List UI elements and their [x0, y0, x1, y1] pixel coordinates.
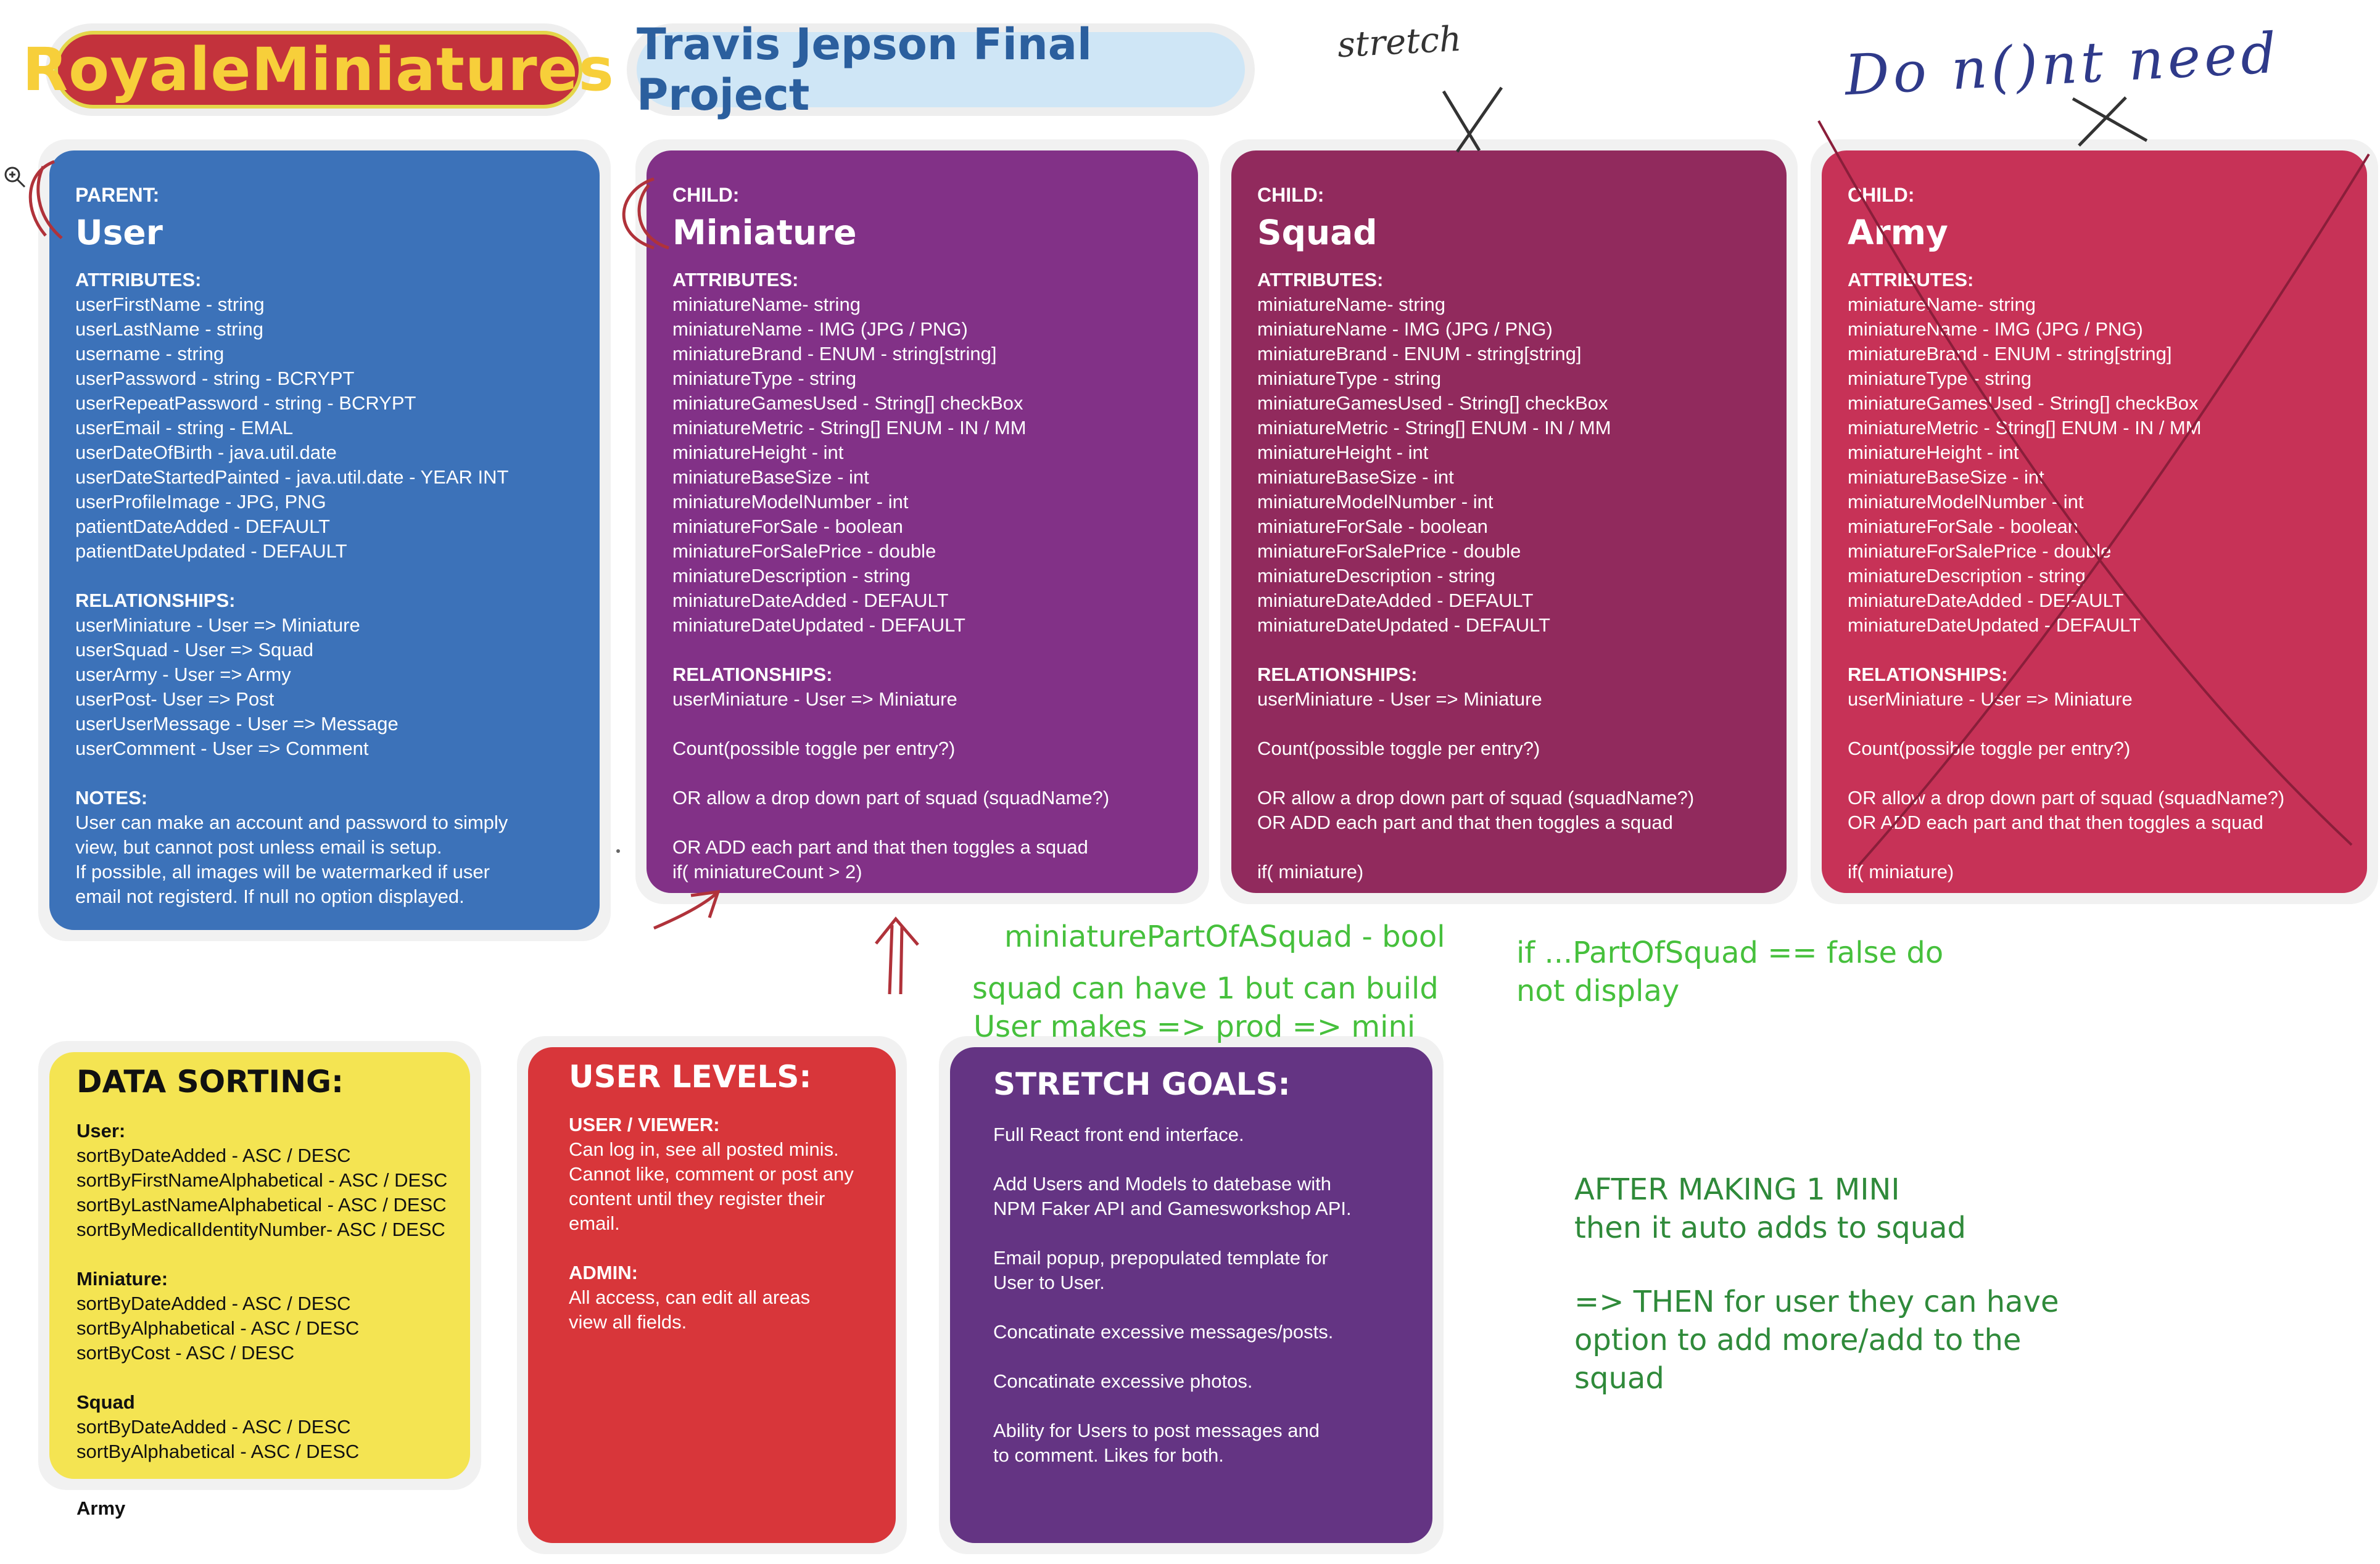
attribute-item: miniatureHeight - int [672, 442, 844, 463]
attributes-header: ATTRIBUTES: [672, 269, 799, 290]
attribute-item: miniatureModelNumber - int [1257, 491, 1494, 512]
miniature-card [647, 150, 1198, 893]
attribute-item: miniatureDescription - string [1257, 565, 1495, 586]
relationships-header: RELATIONSHIPS: [672, 664, 833, 685]
condition-note: if( miniatureCount > 2) [672, 861, 862, 883]
condition-note: if( miniature) [1848, 861, 1954, 883]
user-levels-title: USER LEVELS: [569, 1059, 812, 1095]
attribute-item: miniatureType - string [1257, 368, 1442, 389]
note-line: If possible, all images will be watermarked if user [75, 861, 490, 883]
attribute-item: miniatureBaseSize - int [1257, 466, 1454, 488]
relationship-item: userMiniature - User => Miniature [75, 614, 360, 636]
dropdown-option-note: OR allow a drop down part of squad (squadName?) [1848, 787, 2285, 809]
goal-line: Concatinate excessive photos. [993, 1370, 1253, 1392]
attributes-header: ATTRIBUTES: [75, 269, 202, 290]
attribute-item: miniatureForSalePrice - double [1848, 540, 2112, 562]
attribute-item: miniatureGamesUsed - String[] checkBox [672, 392, 1023, 414]
card-kind: CHILD: [1848, 184, 1915, 206]
then-for-user-annotation-1: => THEN for user they can have [1574, 1285, 2059, 1319]
data-sorting-title: DATA SORTING: [76, 1064, 344, 1100]
army-card [1822, 150, 2367, 893]
card-kind: CHILD: [1257, 184, 1324, 206]
sort-item: sortByDateAdded - ASC / DESC [76, 1416, 351, 1438]
after-making-annotation-1: AFTER MAKING 1 MINI [1574, 1172, 1900, 1207]
admin-line: All access, can edit all areas [569, 1286, 811, 1308]
attribute-item: miniatureBaseSize - int [672, 466, 869, 488]
goal-line: Email popup, prepopulated template for [993, 1247, 1328, 1269]
relationships-header: RELATIONSHIPS: [1848, 664, 2008, 685]
stretch-goals-card [950, 1047, 1432, 1543]
condition-note: if( miniature) [1257, 861, 1364, 883]
attribute-item: userPassword - string - BCRYPT [75, 368, 355, 389]
attribute-item: userDateOfBirth - java.util.date [75, 442, 337, 463]
attribute-item: miniatureDescription - string [672, 565, 911, 586]
relationship-item: userMiniature - User => Miniature [672, 688, 957, 710]
attribute-item: miniatureGamesUsed - String[] checkBox [1848, 392, 2199, 414]
relationship-item: userMiniature - User => Miniature [1848, 688, 2133, 710]
attribute-item: miniatureBaseSize - int [1848, 466, 2044, 488]
stray-dot [616, 849, 620, 853]
stretch-goals-title: STRETCH GOALS: [993, 1066, 1291, 1102]
card-title: Squad [1257, 213, 1378, 252]
brand-title: RoyaleMiniatures [54, 31, 582, 109]
card-kind: CHILD: [672, 184, 740, 206]
goal-line: Concatinate excessive messages/posts. [993, 1321, 1334, 1343]
sort-item: sortByAlphabetical - ASC / DESC [76, 1317, 360, 1339]
attribute-item: miniatureBrand - ENUM - string[string] [1848, 343, 2172, 364]
squad-can-have-annotation: squad can have 1 but can build [972, 971, 1439, 1006]
card-kind: PARENT: [75, 184, 160, 206]
attribute-item: userEmail - string - EMAL [75, 417, 294, 438]
goal-line: User to User. [993, 1272, 1105, 1293]
attribute-item: miniatureDateUpdated - DEFAULT [1848, 614, 2141, 636]
viewer-line: email. [569, 1212, 620, 1234]
add-part-note: OR ADD each part and that then toggles a squad [1257, 812, 1673, 833]
attribute-item: userDateStartedPainted - java.util.date - YEAR INT [75, 466, 509, 488]
attribute-item: miniatureGamesUsed - String[] checkBox [1257, 392, 1608, 414]
attribute-item: miniatureType - string [672, 368, 857, 389]
goal-line: Add Users and Models to datebase with [993, 1173, 1331, 1195]
goal-line: Ability for Users to post messages and [993, 1420, 1320, 1441]
attribute-item: miniatureName- string [672, 294, 861, 315]
notes-header: NOTES: [75, 787, 148, 809]
stretch-annotation: stretch [1336, 19, 1463, 66]
note-line: User can make an account and password to simply [75, 812, 508, 833]
attribute-item: miniatureForSalePrice - double [1257, 540, 1521, 562]
card-title: Miniature [672, 213, 857, 252]
attribute-item: miniatureBrand - ENUM - string[string] [672, 343, 997, 364]
attribute-item: miniatureHeight - int [1257, 442, 1429, 463]
sort-army-label: Army [76, 1497, 126, 1519]
sort-item: sortByFirstNameAlphabetical - ASC / DESC [76, 1169, 448, 1191]
attribute-item: miniatureHeight - int [1848, 442, 2019, 463]
attribute-item: miniatureName- string [1257, 294, 1445, 315]
dropdown-option-note: OR allow a drop down part of squad (squadName?) [672, 787, 1110, 809]
relationships-header: RELATIONSHIPS: [75, 590, 236, 611]
sort-user-header: User: [76, 1120, 126, 1142]
attribute-item: miniatureModelNumber - int [672, 491, 909, 512]
relationships-header: RELATIONSHIPS: [1257, 664, 1418, 685]
zoom-cursor-icon [6, 168, 25, 187]
attribute-item: miniatureForSale - boolean [1257, 516, 1488, 537]
attribute-item: miniatureBrand - ENUM - string[string] [1257, 343, 1582, 364]
admin-header: ADMIN: [569, 1262, 638, 1283]
data-sorting-card [49, 1052, 470, 1479]
count-note: Count(possible toggle per entry?) [1848, 738, 2131, 759]
sort-item: sortByLastNameAlphabetical - ASC / DESC [76, 1194, 447, 1216]
attribute-item: miniatureDateAdded - DEFAULT [672, 590, 949, 611]
then-for-user-annotation-2: option to add more/add to the [1574, 1323, 2022, 1357]
attribute-item: miniatureName- string [1848, 294, 2036, 315]
attribute-item: miniatureDateAdded - DEFAULT [1848, 590, 2124, 611]
attribute-item: miniatureMetric - String[] ENUM - IN / MM [1848, 417, 2202, 438]
goal-line: NPM Faker API and Gamesworkshop API. [993, 1198, 1352, 1219]
note-line: view, but cannot post unless email is setup. [75, 836, 442, 858]
attribute-item: username - string [75, 343, 225, 364]
attribute-item: userRepeatPassword - string - BCRYPT [75, 392, 416, 414]
add-part-note: OR ADD each part and that then toggles a squad [672, 836, 1088, 858]
attribute-item: miniatureForSalePrice - double [672, 540, 936, 562]
goal-line: Full React front end interface. [993, 1124, 1244, 1145]
attribute-item: userProfileImage - JPG, PNG [75, 491, 326, 512]
attribute-item: miniatureMetric - String[] ENUM - IN / MM [672, 417, 1027, 438]
count-note: Count(possible toggle per entry?) [672, 738, 956, 759]
attribute-item: userLastName - string [75, 318, 263, 340]
relationship-item: userArmy - User => Army [75, 664, 291, 685]
attribute-item: miniatureMetric - String[] ENUM - IN / MM [1257, 417, 1611, 438]
sort-squad-header: Squad [76, 1391, 135, 1413]
attribute-item: miniatureModelNumber - int [1848, 491, 2084, 512]
project-title: Travis Jepson Final Project [637, 32, 1245, 107]
relationship-item: userUserMessage - User => Message [75, 713, 399, 735]
attribute-item: patientDateUpdated - DEFAULT [75, 540, 347, 562]
after-making-annotation-2: then it auto adds to squad [1574, 1211, 1966, 1245]
count-note: Count(possible toggle per entry?) [1257, 738, 1540, 759]
card-title: Army [1848, 213, 1948, 252]
attribute-item: miniatureDateUpdated - DEFAULT [1257, 614, 1550, 636]
attribute-item: miniatureForSale - boolean [1848, 516, 2078, 537]
do-not-need-x-stroke [2073, 97, 2147, 146]
user-makes-annotation: User makes => prod => mini [973, 1010, 1416, 1044]
attribute-item: miniatureName - IMG (JPG / PNG) [1848, 318, 2143, 340]
attribute-item: miniatureDescription - string [1848, 565, 2086, 586]
user-card [49, 150, 600, 930]
up-arrow-stroke [876, 919, 918, 994]
admin-line: view all fields. [569, 1311, 687, 1333]
user-levels-card [528, 1047, 896, 1543]
viewer-line: Can log in, see all posted minis. [569, 1138, 839, 1160]
relationship-item: userSquad - User => Squad [75, 639, 314, 661]
add-part-note: OR ADD each part and that then toggles a squad [1848, 812, 2263, 833]
goal-line: to comment. Likes for both. [993, 1444, 1224, 1466]
if-part-of-squad-annotation-1: if ...PartOfSquad == false do [1516, 936, 1944, 970]
do-not-need-annotation: Do n()nt need [1843, 20, 2282, 109]
attribute-item: miniatureType - string [1848, 368, 2032, 389]
viewer-line: content until they register their [569, 1188, 825, 1209]
sort-item: sortByMedicalIdentityNumber- ASC / DESC [76, 1219, 445, 1240]
viewer-header: USER / VIEWER: [569, 1114, 720, 1135]
attributes-header: ATTRIBUTES: [1257, 269, 1384, 290]
attribute-item: userFirstName - string [75, 294, 265, 315]
attribute-item: miniatureName - IMG (JPG / PNG) [672, 318, 968, 340]
relationship-item: userComment - User => Comment [75, 738, 369, 759]
sort-item: sortByAlphabetical - ASC / DESC [76, 1441, 360, 1462]
relationship-item: userMiniature - User => Miniature [1257, 688, 1542, 710]
sort-item: sortByDateAdded - ASC / DESC [76, 1293, 351, 1314]
sort-item: sortByDateAdded - ASC / DESC [76, 1145, 351, 1166]
attribute-item: miniatureDateAdded - DEFAULT [1257, 590, 1534, 611]
dropdown-option-note: OR allow a drop down part of squad (squadName?) [1257, 787, 1695, 809]
attribute-item: patientDateAdded - DEFAULT [75, 516, 330, 537]
part-of-squad-annotation: miniaturePartOfASquad - bool [1004, 920, 1445, 954]
squad-card [1231, 150, 1787, 893]
attribute-item: miniatureName - IMG (JPG / PNG) [1257, 318, 1553, 340]
note-line: email not registerd. If null no option displayed. [75, 886, 465, 907]
sort-miniature-header: Miniature: [76, 1268, 168, 1290]
attribute-item: miniatureForSale - boolean [672, 516, 903, 537]
card-title: User [75, 213, 163, 252]
attribute-item: miniatureDateUpdated - DEFAULT [672, 614, 965, 636]
if-part-of-squad-annotation-2: not display [1516, 974, 1680, 1008]
then-for-user-annotation-3: squad [1574, 1361, 1664, 1396]
attributes-header: ATTRIBUTES: [1848, 269, 1974, 290]
relationship-item: userPost- User => Post [75, 688, 275, 710]
viewer-line: Cannot like, comment or post any [569, 1163, 854, 1185]
sort-item: sortByCost - ASC / DESC [76, 1342, 295, 1364]
